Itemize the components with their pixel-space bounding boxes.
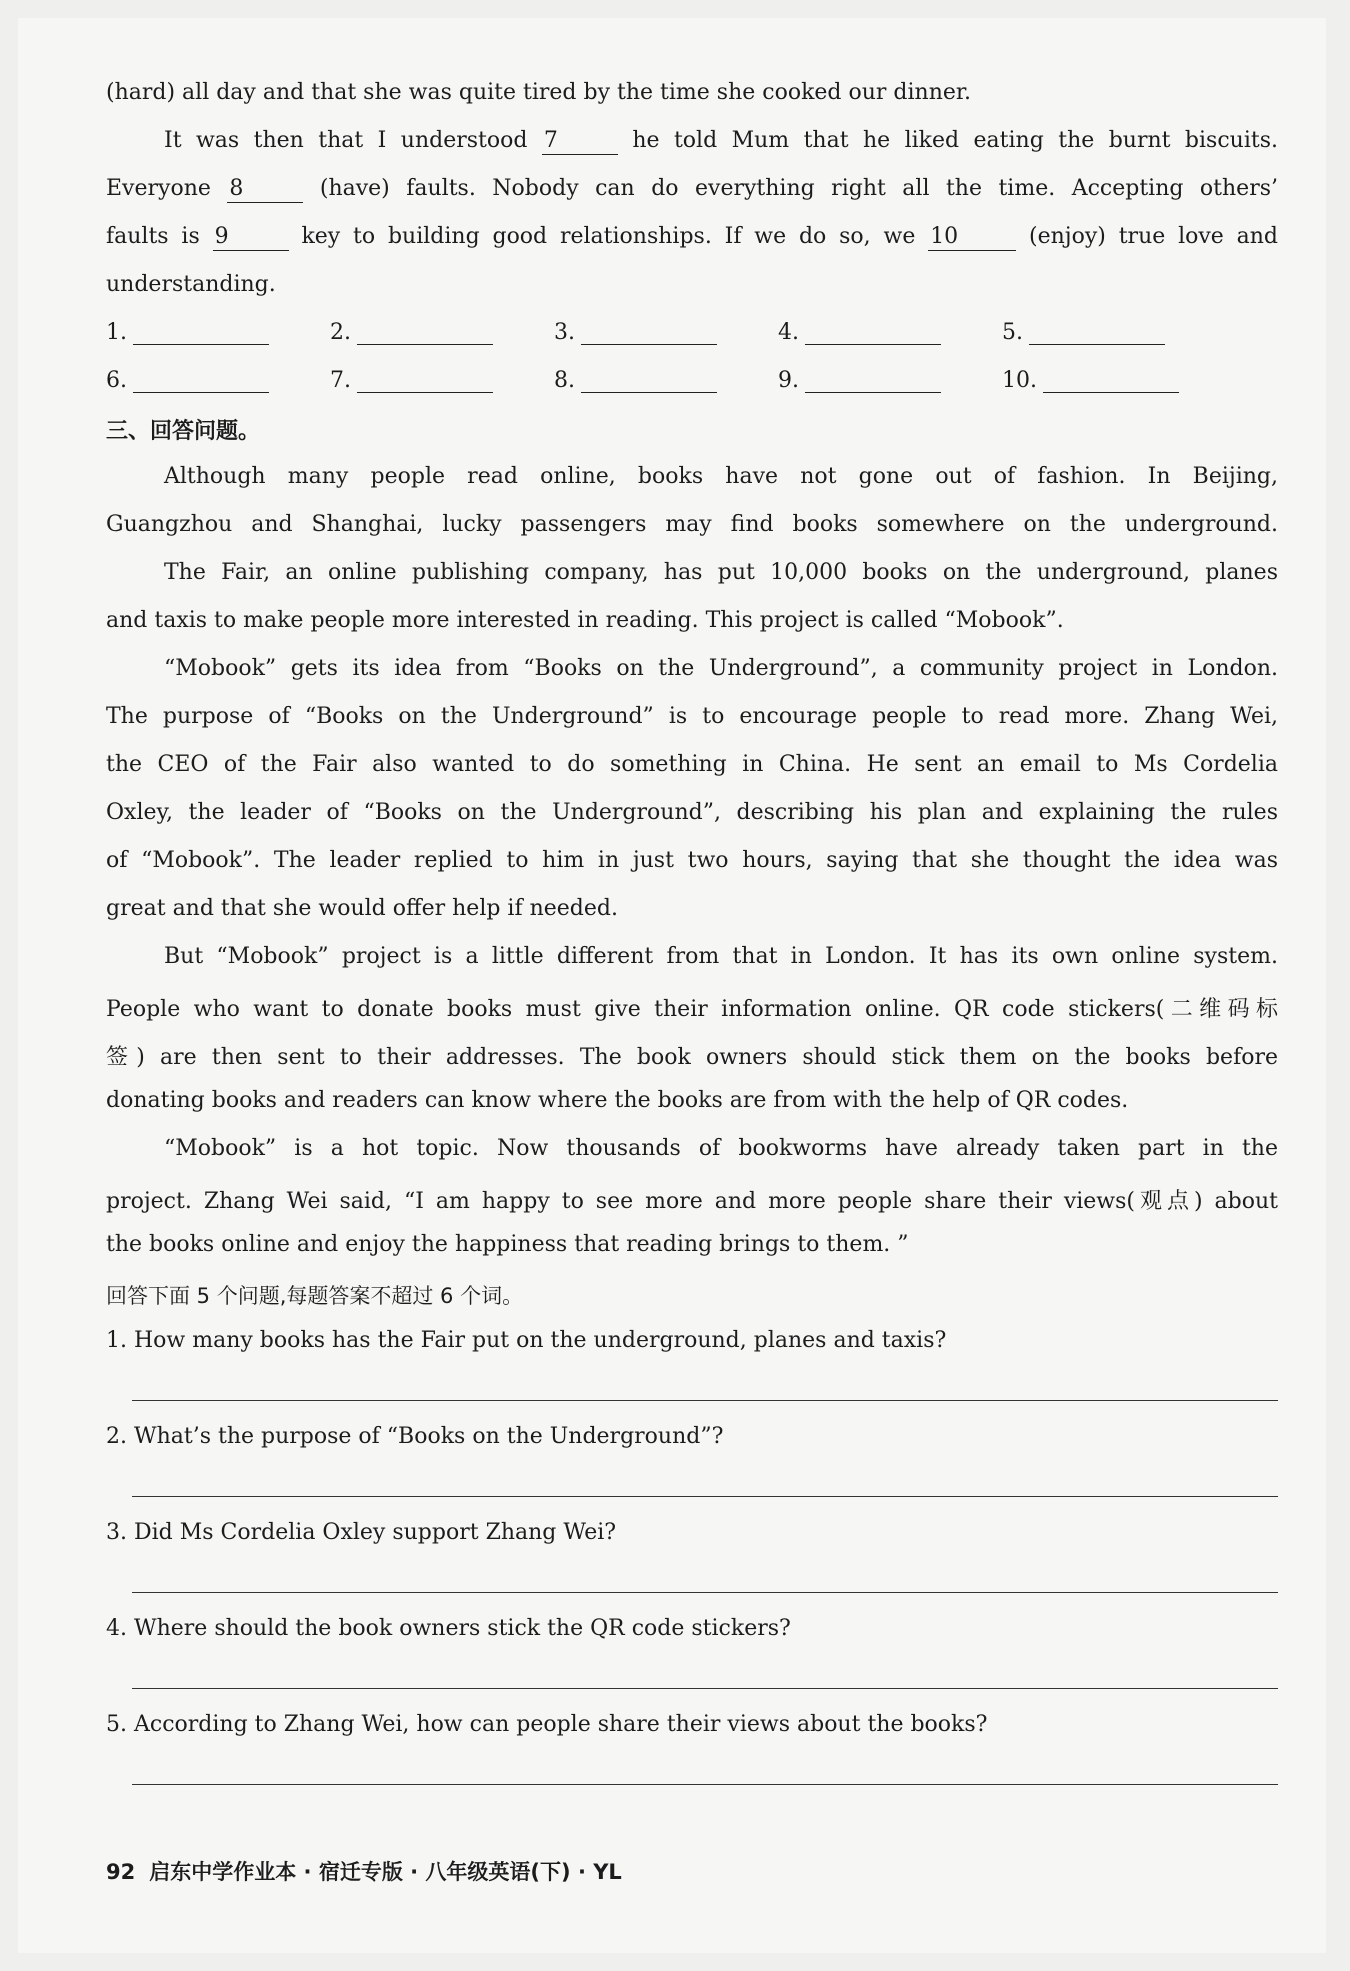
answer-slot-9[interactable]: 9. [778,368,941,393]
question-3: 3. Did Ms Cordelia Oxley support Zhang Wei? [106,1520,617,1545]
answer-slot-4[interactable]: 4. [778,320,941,345]
passage-line: 签) are then sent to their addresses. The book owners should stick them on the books before [106,1045,1278,1070]
answer-slot-10[interactable]: 10. [1002,368,1179,393]
passage-line: the CEO of the Fair also wanted to do something in China. He sent an email to Ms Cordelia [106,752,1278,777]
passage-line: But “Mobook” project is a little different from that in London. It has its own online system. [164,944,1278,969]
passage-line: (hard) all day and that she was quite tired by the time she cooked our dinner. [106,80,971,105]
answer-line-1[interactable] [132,1400,1278,1401]
answer-slot-5[interactable]: 5. [1002,320,1165,345]
passage-line: Oxley, the leader of “Books on the Underground”, describing his plan and explaining the rules [106,800,1278,825]
passage-line: of “Mobook”. The leader replied to him in just two hours, saying that she thought the idea was [106,848,1278,873]
answer-slot-1[interactable]: 1. [106,320,269,345]
answer-line-3[interactable] [132,1592,1278,1593]
answer-slot-6[interactable]: 6. [106,368,269,393]
blank-9: 9 [213,224,289,251]
blank-10: 10 [928,224,1016,251]
question-5: 5. According to Zhang Wei, how can people share their views about the books? [106,1712,988,1737]
page-number: 92 [106,1860,136,1884]
passage-line: faults is 9 key to building good relationships. If we do so, we 10 (enjoy) true love and [106,224,1279,249]
book-title: 启东中学作业本 · 宿迁专版 · 八年级英语(下) · YL [149,1860,622,1884]
passage-line: donating books and readers can know where the books are from with the help of QR codes. [106,1088,1129,1113]
answer-slot-3[interactable]: 3. [554,320,717,345]
passage-line: Everyone 8 (have) faults. Nobody can do everything right all the time. Accepting others’ [106,176,1279,201]
passage-line: and taxis to make people more interested in reading. This project is called “Mobook”. [106,608,1064,633]
instruction: 回答下面 5 个问题,每题答案不超过 6 个词。 [106,1284,524,1308]
answer-slot-2[interactable]: 2. [330,320,493,345]
passage-line: “Mobook” is a hot topic. Now thousands of bookworms have already taken part in the [164,1136,1278,1161]
passage-line: the books online and enjoy the happiness that reading brings to them. ” [106,1232,909,1257]
section-title: 三、回答问题。 [106,419,261,444]
passage-line: The Fair, an online publishing company, has put 10,000 books on the underground, planes [164,560,1278,585]
passage-line: project. Zhang Wei said, “I am happy to see more and more people share their views(观点) about [106,1189,1278,1214]
answer-line-2[interactable] [132,1496,1278,1497]
question-2: 2. What’s the purpose of “Books on the Underground”? [106,1424,724,1449]
passage-line: understanding. [106,272,276,297]
passage-line: “Mobook” gets its idea from “Books on the Underground”, a community project in London. [164,656,1278,681]
workbook-page [18,18,1326,1953]
question-1: 1. How many books has the Fair put on the underground, planes and taxis? [106,1328,947,1353]
answer-slot-8[interactable]: 8. [554,368,717,393]
passage-line: great and that she would offer help if needed. [106,896,618,921]
answer-line-5[interactable] [132,1784,1278,1785]
passage-line: Although many people read online, books have not gone out of fashion. In Beijing, [164,464,1278,489]
answer-slot-7[interactable]: 7. [330,368,493,393]
blank-8: 8 [227,176,303,203]
blank-7: 7 [542,128,618,155]
answer-line-4[interactable] [132,1688,1278,1689]
page-footer [106,1856,622,1886]
passage-line: It was then that I understood 7 he told Mum that he liked eating the burnt biscuits. [164,128,1278,153]
passage-line: The purpose of “Books on the Underground” is to encourage people to read more. Zhang Wei, [106,704,1278,729]
passage-line: People who want to donate books must give their information online. QR code stickers(二维码标 [106,997,1278,1022]
passage-line: Guangzhou and Shanghai, lucky passengers may find books somewhere on the underground. [106,512,1278,537]
question-4: 4. Where should the book owners stick the QR code stickers? [106,1616,791,1641]
